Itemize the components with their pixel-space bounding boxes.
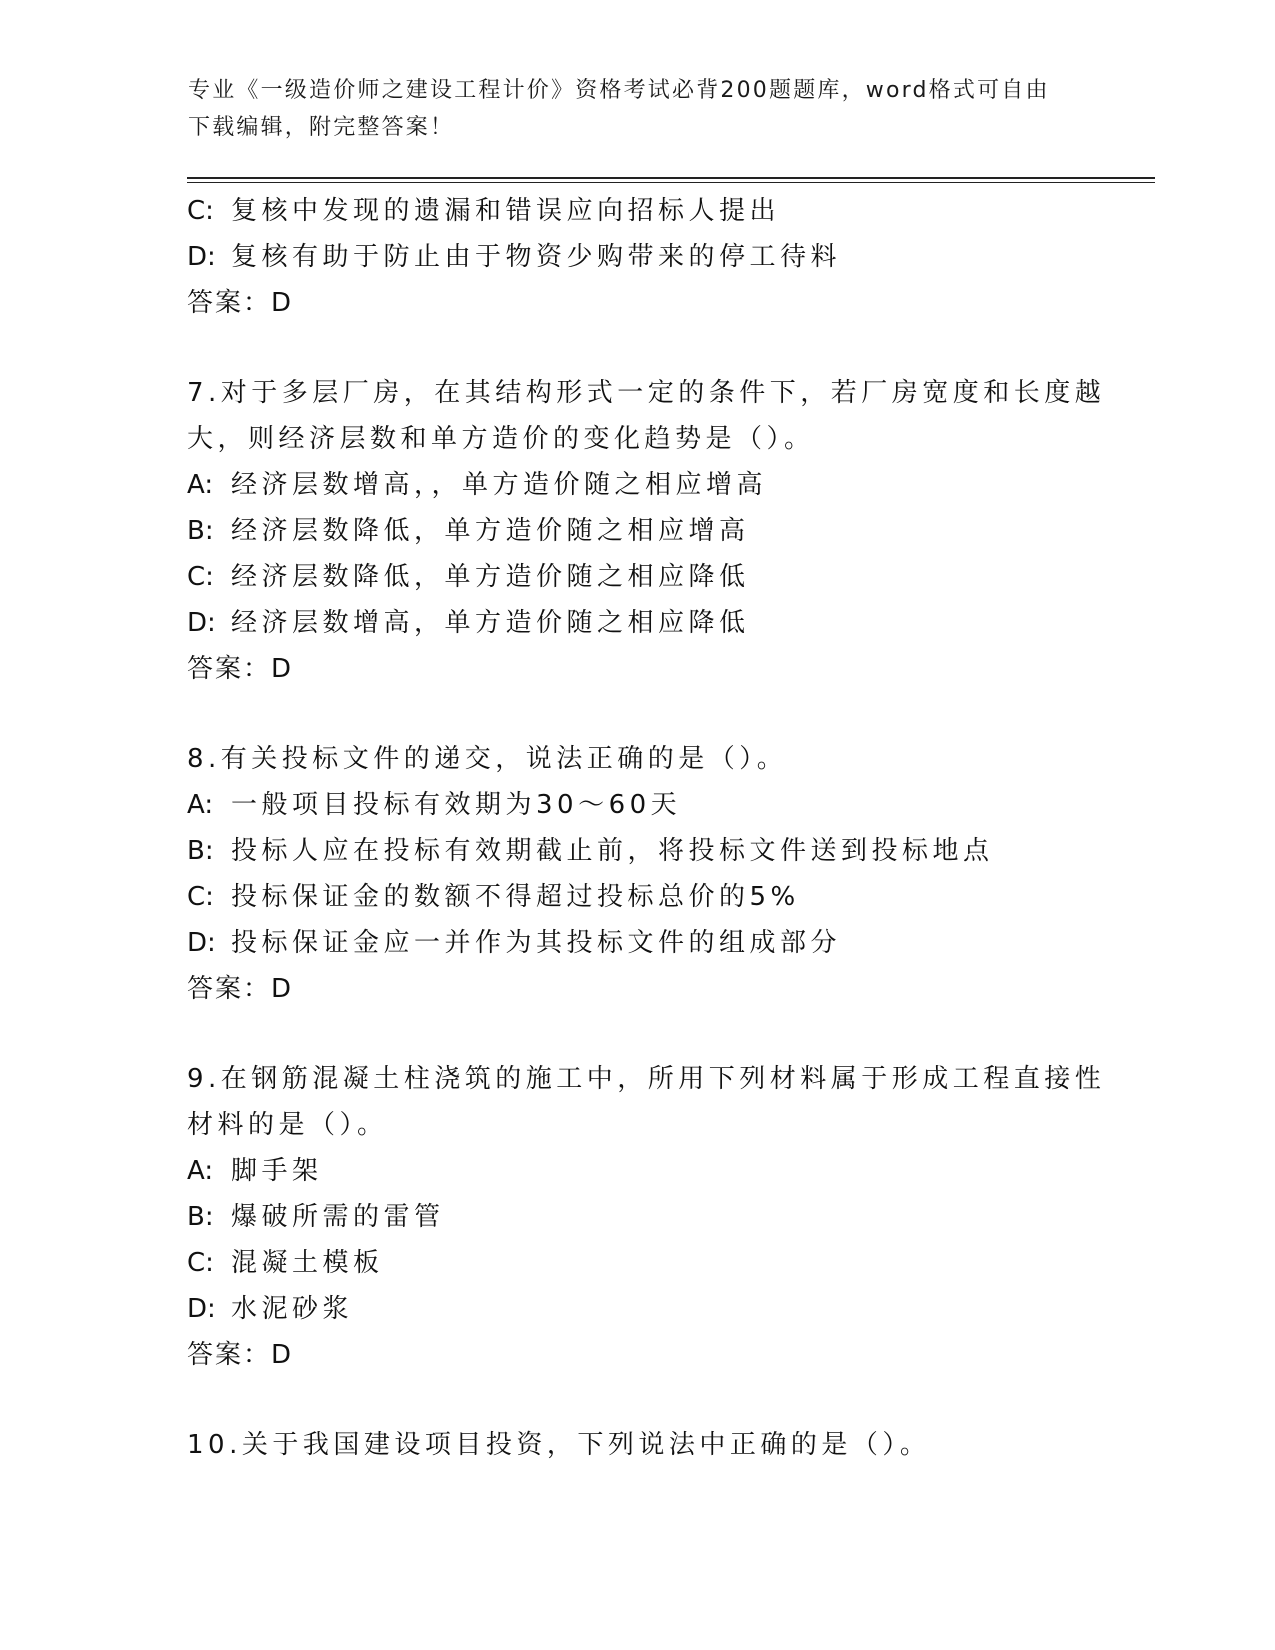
option-text: 经济层数增高，，单方造价随之相应增高 bbox=[231, 470, 768, 500]
question-list bbox=[187, 188, 1106, 1468]
answer-line: 答案：D bbox=[187, 1340, 294, 1370]
stem-line: 10.关于我国建设项目投资，下列说法中正确的是（）。 bbox=[187, 1430, 931, 1460]
option-d bbox=[187, 1286, 1087, 1332]
option-c bbox=[187, 554, 1087, 600]
header-divider bbox=[187, 177, 1155, 183]
option-text: 投标保证金的数额不得超过投标总价的5% bbox=[231, 882, 800, 912]
option-key: B: bbox=[187, 1202, 214, 1232]
option-b bbox=[187, 828, 1087, 874]
option-text: 爆破所需的雷管 bbox=[231, 1202, 445, 1232]
stem-line: 8.有关投标文件的递交，说法正确的是（）。 bbox=[187, 744, 788, 774]
option-text: 水泥砂浆 bbox=[231, 1294, 354, 1324]
question-stem bbox=[187, 1056, 1106, 1148]
option-text: 投标人应在投标有效期截止前，将投标文件送到投标地点 bbox=[231, 836, 994, 866]
question-10 bbox=[187, 1422, 1087, 1468]
option-c bbox=[187, 874, 1087, 920]
header-line-1: 专业《一级造价师之建设工程计价》资格考试必背200题题库，word格式可自由 bbox=[188, 78, 1050, 103]
option-key: D: bbox=[187, 608, 216, 638]
option-b bbox=[187, 1194, 1087, 1240]
answer-line: 答案：D bbox=[187, 288, 294, 318]
option-key: D: bbox=[187, 242, 216, 272]
answer-line: 答案：D bbox=[187, 974, 294, 1004]
stem-line: 大，则经济层数和单方造价的变化趋势是（）。 bbox=[187, 424, 815, 454]
option-key: D: bbox=[187, 928, 216, 958]
question-9 bbox=[187, 1056, 1106, 1378]
option-text: 混凝土模板 bbox=[231, 1248, 384, 1278]
option-text: 复核有助于防止由于物资少购带来的停工待料 bbox=[231, 242, 842, 272]
question-7 bbox=[187, 370, 1106, 692]
option-text: 一般项目投标有效期为30～60天 bbox=[231, 790, 682, 820]
stem-line: 材料的是（）。 bbox=[187, 1110, 388, 1140]
option-key: C: bbox=[187, 1248, 214, 1278]
option-key: C: bbox=[187, 882, 214, 912]
option-key: A: bbox=[187, 470, 214, 500]
option-a bbox=[187, 1148, 1087, 1194]
option-b bbox=[187, 508, 1087, 554]
option-c bbox=[187, 188, 1087, 234]
option-key: A: bbox=[187, 1156, 214, 1186]
page-header bbox=[188, 72, 1088, 146]
option-key: A: bbox=[187, 790, 214, 820]
option-text: 经济层数降低，单方造价随之相应降低 bbox=[231, 562, 750, 592]
header-line-2: 下载编辑，附完整答案！ bbox=[188, 115, 455, 140]
option-text: 复核中发现的遗漏和错误应向招标人提出 bbox=[231, 196, 781, 226]
option-c bbox=[187, 1240, 1087, 1286]
question-stem bbox=[187, 370, 1106, 462]
question-stem bbox=[187, 1422, 1087, 1468]
option-d bbox=[187, 234, 1087, 280]
option-key: D: bbox=[187, 1294, 216, 1324]
option-key: B: bbox=[187, 836, 214, 866]
option-key: C: bbox=[187, 196, 214, 226]
option-key: B: bbox=[187, 516, 214, 546]
option-a bbox=[187, 462, 1087, 508]
option-d bbox=[187, 920, 1087, 966]
option-text: 经济层数降低，单方造价随之相应增高 bbox=[231, 516, 750, 546]
option-key: C: bbox=[187, 562, 214, 592]
question-6-continued bbox=[187, 188, 1087, 326]
stem-line: 9.在钢筋混凝土柱浇筑的施工中，所用下列材料属于形成工程直接性 bbox=[187, 1064, 1106, 1094]
option-a bbox=[187, 782, 1087, 828]
stem-line: 7.对于多层厂房，在其结构形式一定的条件下，若厂房宽度和长度越 bbox=[187, 378, 1106, 408]
option-d bbox=[187, 600, 1087, 646]
option-text: 脚手架 bbox=[231, 1156, 323, 1186]
question-stem bbox=[187, 736, 1087, 782]
option-text: 投标保证金应一并作为其投标文件的组成部分 bbox=[231, 928, 842, 958]
answer-line: 答案：D bbox=[187, 654, 294, 684]
question-8 bbox=[187, 736, 1087, 1012]
option-text: 经济层数增高，单方造价随之相应降低 bbox=[231, 608, 750, 638]
